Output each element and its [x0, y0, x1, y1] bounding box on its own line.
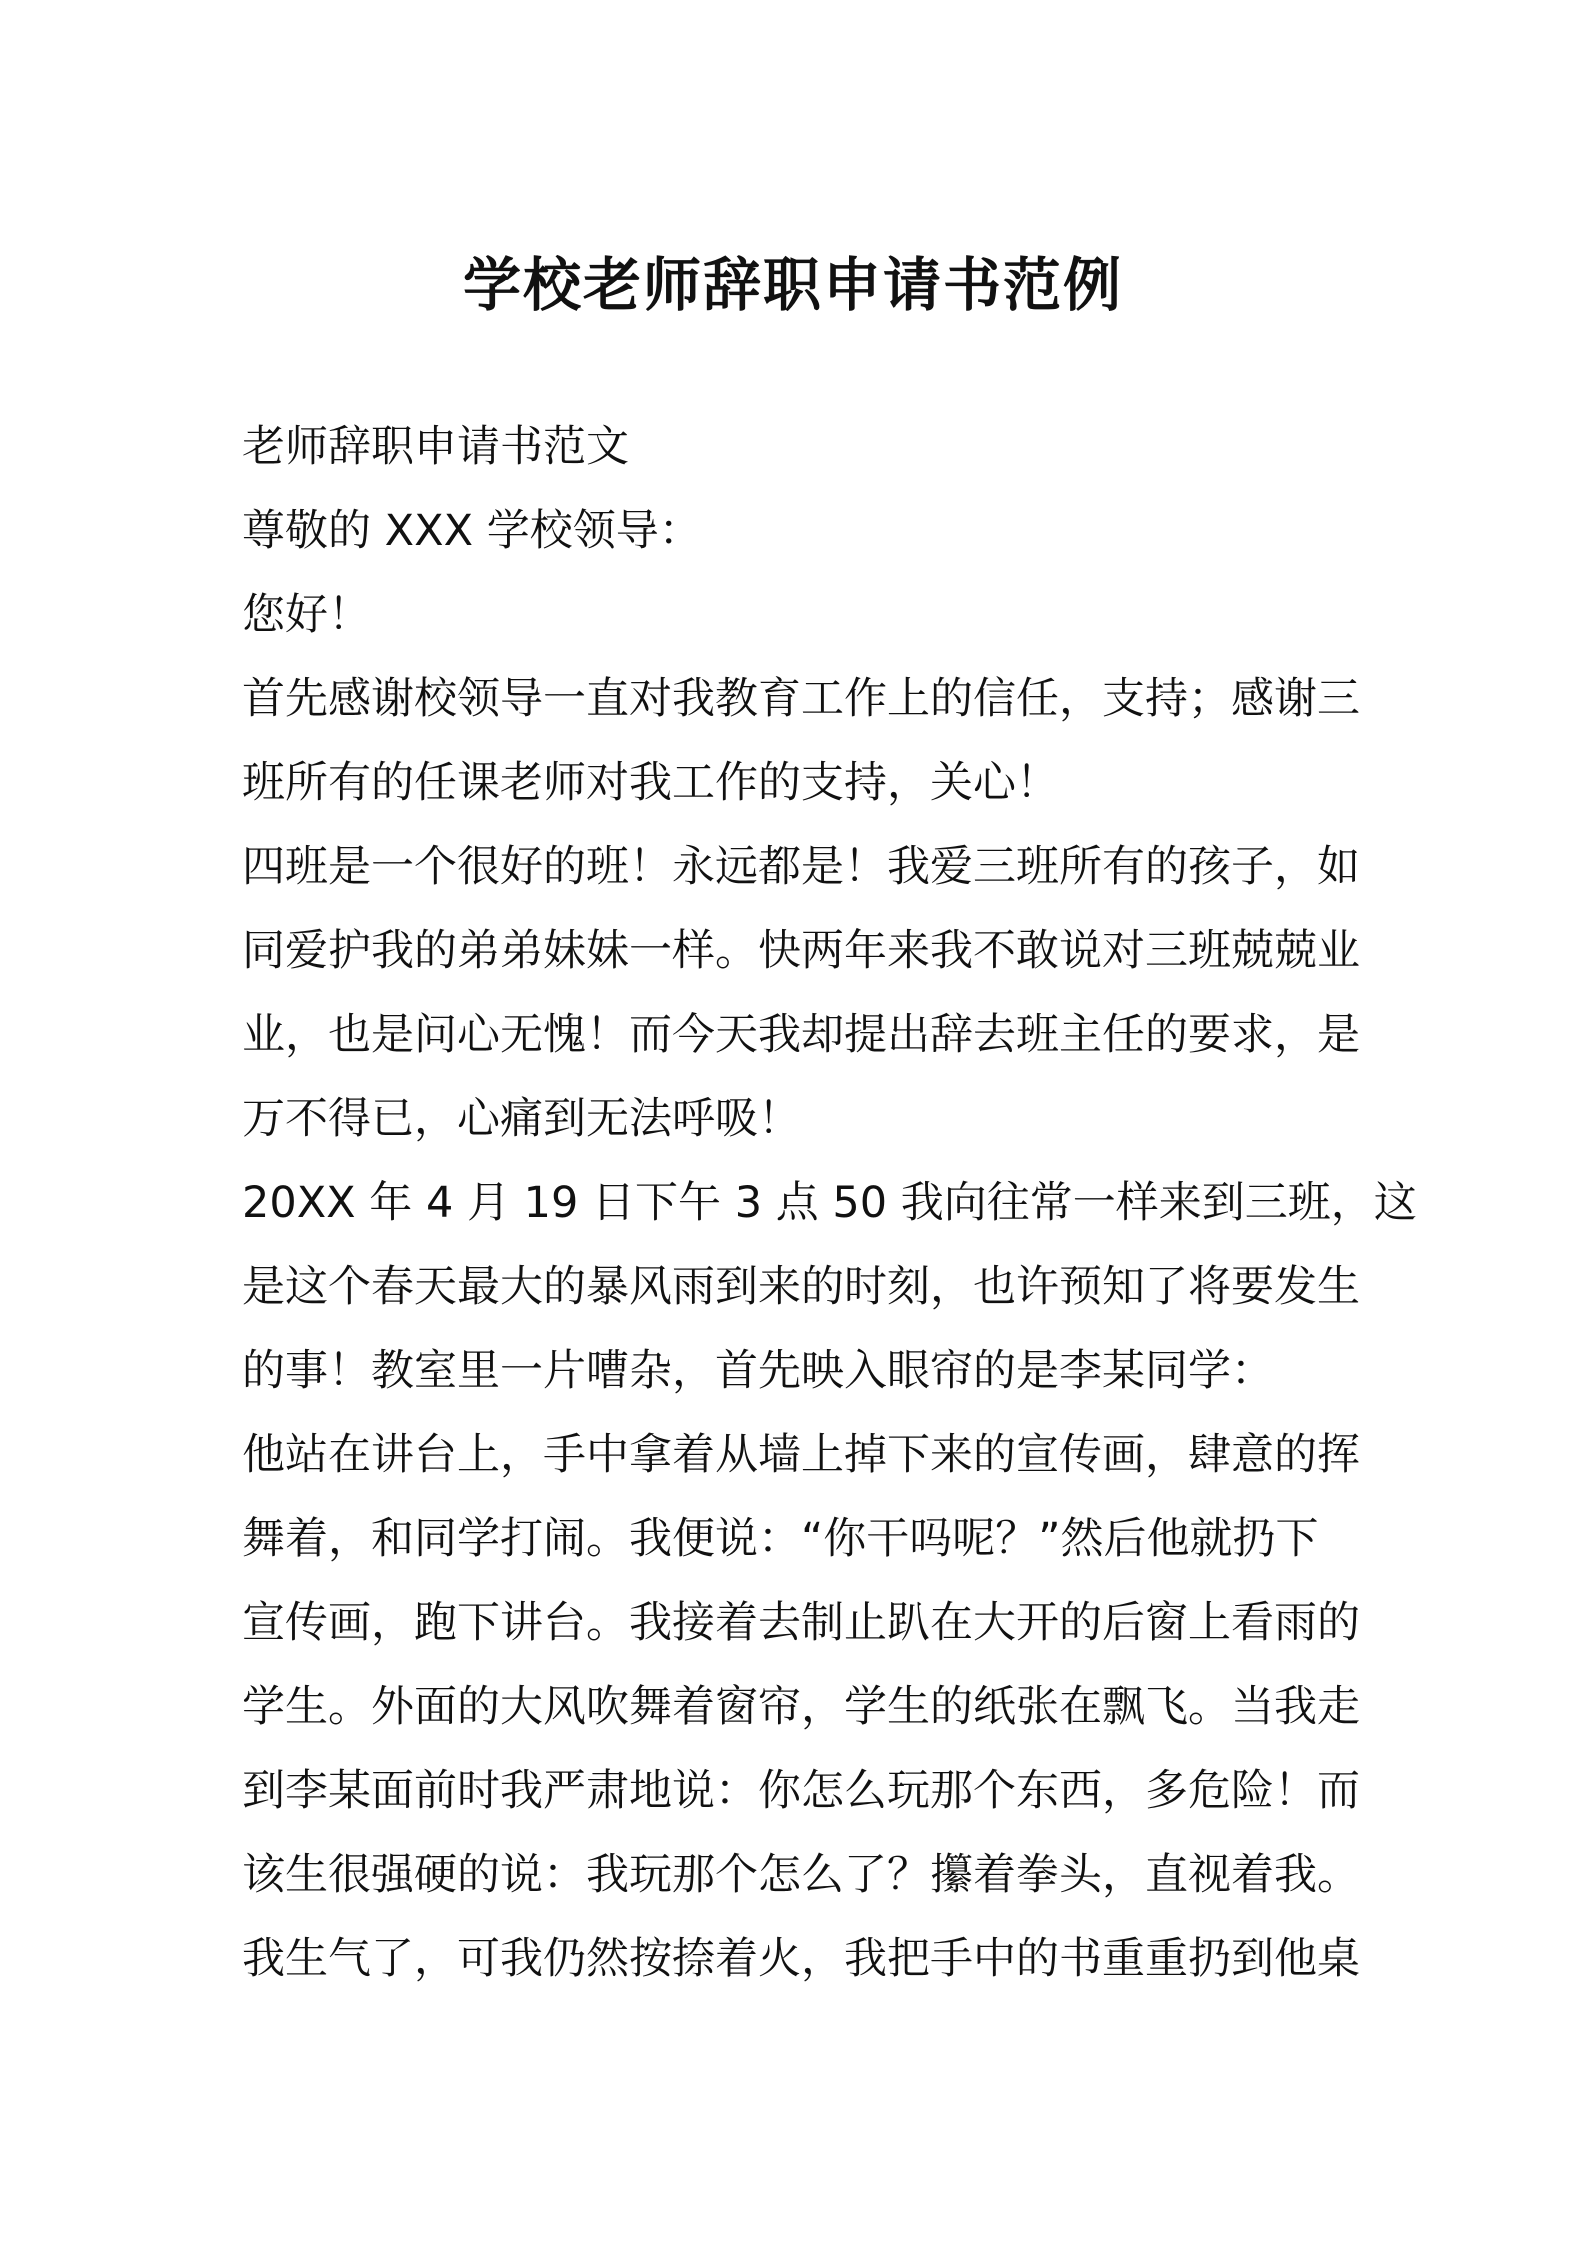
body-line: 业，也是问心无愧！而今天我却提出辞去班主任的要求，是: [242, 1010, 1360, 1060]
body-line: 首先感谢校领导一直对我教育工作上的信任，支持；感谢三: [242, 674, 1360, 724]
subtitle-line: 老师辞职申请书范文: [242, 422, 629, 472]
body-line: 我生气了，可我仍然按捺着火，我把手中的书重重扔到他桌: [242, 1934, 1360, 1984]
body-line: 该生很强硬的说：我玩那个怎么了？攥着拳头，直视着我。: [242, 1850, 1360, 1900]
body-line: 班所有的任课老师对我工作的支持，关心！: [242, 758, 1059, 808]
salutation-line: 尊敬的 XXX 学校领导：: [242, 506, 702, 556]
body-line: 是这个春天最大的暴风雨到来的时刻，也许预知了将要发生: [242, 1262, 1360, 1312]
body-line: 同爱护我的弟弟妹妹一样。快两年来我不敢说对三班兢兢业: [242, 926, 1360, 976]
body-line: 万不得已，心痛到无法呼吸！: [242, 1094, 801, 1144]
body-line: 宣传画，跑下讲台。我接着去制止趴在大开的后窗上看雨的: [242, 1598, 1360, 1648]
body-line: 他站在讲台上，手中拿着从墙上掉下来的宣传画，肆意的挥: [242, 1430, 1360, 1480]
greeting-line: 您好！: [242, 590, 371, 640]
body-line: 20XX 年 4 月 19 日下午 3 点 50 我向往常一样来到三班，这: [242, 1178, 1417, 1228]
body-line: 到李某面前时我严肃地说：你怎么玩那个东西，多危险！而: [242, 1766, 1360, 1816]
body-line: 的事！教室里一片嘈杂，首先映入眼帘的是李某同学：: [242, 1346, 1274, 1396]
body-line: 学生。外面的大风吹舞着窗帘，学生的纸张在飘飞。当我走: [242, 1682, 1360, 1732]
document-title: 学校老师辞职申请书范例: [462, 251, 1123, 319]
body-line: 四班是一个很好的班！永远都是！我爱三班所有的孩子，如: [242, 842, 1360, 892]
body-line: 舞着，和同学打闹。我便说：“你干吗呢？”然后他就扔下: [242, 1514, 1319, 1564]
